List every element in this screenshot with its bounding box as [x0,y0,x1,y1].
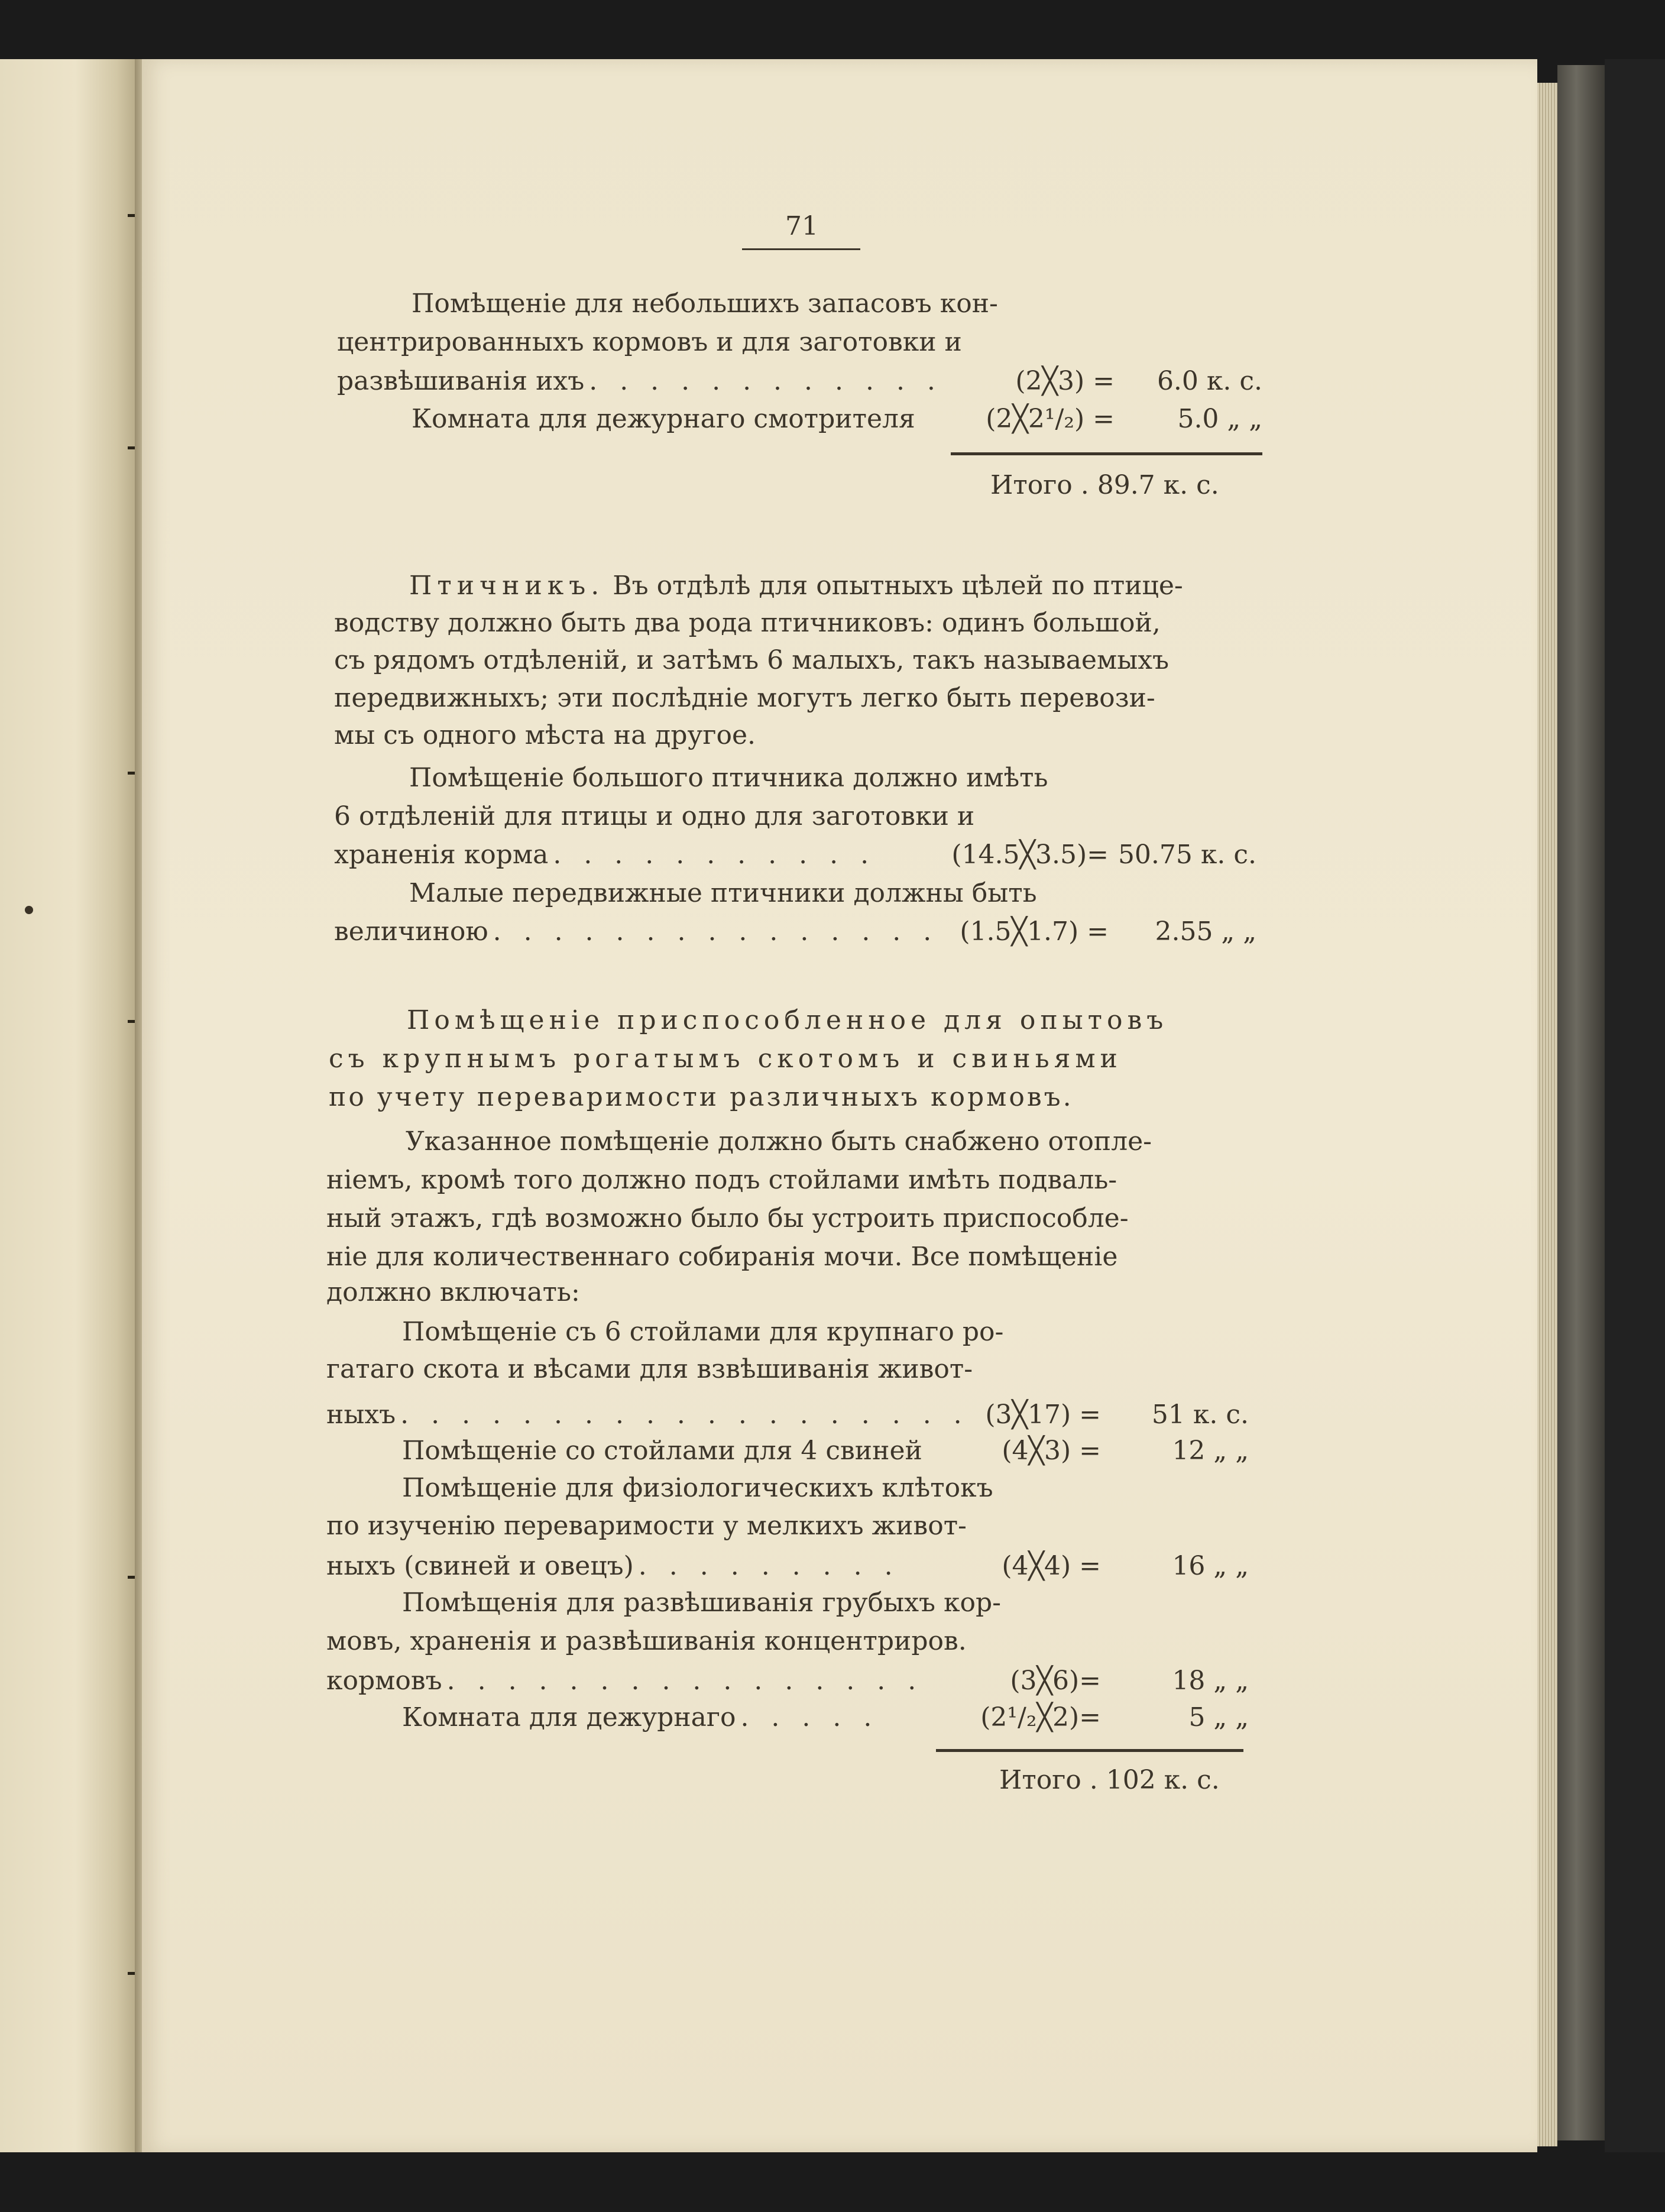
text-span: Въ отдѣлѣ для опытныхъ цѣлей по птице- [613,571,1183,601]
ledger-calc: (3╳17) = [985,1400,1101,1430]
ledger-amount: 51 к. с. [1151,1400,1249,1430]
text-line: Помѣщеніе для небольшихъ запасовъ кон- [412,289,998,319]
text-line: ніемъ, кромѣ того должно подъ стойлами имѣть подваль- [326,1165,1117,1195]
ledger-row [334,914,1256,950]
leader-dots: . . . . . . . . . [638,1551,900,1581]
text-line: Указанное помѣщеніе должно быть снабжено отопле- [406,1126,1152,1157]
ledger-row [402,1699,1249,1736]
text-line: должно включать: [326,1277,580,1307]
text-line: ніе для количественнаго собиранія мочи. Все помѣщеніе [326,1242,1118,1272]
leader-dots: . . . . . . . . . . . . [589,366,942,396]
leader-dots: . . . . . . . . . . . . . . . [493,916,939,947]
text-line: по изученію переваримости у мелкихъ живот- [326,1511,967,1541]
ledger-amount: 50.75 к. с. [1117,840,1256,870]
ledger-calc: (4╳4) = [1002,1551,1101,1581]
book-cover-edge [1557,65,1605,2140]
section-heading-inline [409,568,1183,604]
ledger-row [326,1548,1249,1585]
leader-dots: . . . . . . . . . . . . . . . . . . . [400,1400,969,1430]
ledger-label: ныхъ [326,1400,396,1430]
ledger-calc: (1.5╳1.7) = [960,916,1109,947]
ledger-amount: 18 „ „ [1172,1666,1249,1696]
leader-dots: . . . . . [740,1702,879,1732]
text-line: Малые передвижные птичники должны быть [409,878,1037,908]
ledger-amount: 16 „ „ [1172,1551,1249,1581]
leader-dots: . . . . . . . . . . . [553,840,876,870]
ledger-calc: (2╳2¹/₂) = [986,404,1115,434]
left-page-edge [0,59,137,2152]
ledger-row [337,363,1262,400]
ledger-calc: (14.5╳3.5)= [951,840,1109,870]
text-line: Помѣщеніе съ 6 стойлами для крупнаго ро- [402,1317,1004,1347]
text-line: ный этажъ, гдѣ возможно было бы устроить приспособле- [326,1203,1129,1233]
text-line: мовъ, храненія и развѣшиванія концентриров. [326,1626,967,1656]
leader-dots [915,401,981,438]
ledger-amount: 2.55 „ „ [1155,916,1256,947]
section-heading: съ крупнымъ рогатымъ скотомъ и свиньями [329,1044,1122,1074]
text-line: гатаго скота и вѣсами для взвѣшиванія живот- [326,1354,973,1384]
ledger-label: храненія корма [334,840,549,870]
ledger-label: Помѣщеніе со стойлами для 4 свиней [402,1436,922,1466]
ledger-amount: 5 „ „ [1188,1702,1249,1732]
ledger-calc: (2╳3) = [1015,366,1115,396]
total-rule [951,452,1262,455]
text-line: Помѣщенія для развѣшиванія грубыхъ кор- [402,1588,1002,1618]
ledger-row [326,1397,1249,1433]
leader-dots [922,1433,997,1469]
ledger-row [412,401,1262,438]
ledger-label: величиною [334,916,488,947]
ledger-label: развѣшиванія ихъ [337,366,585,396]
leader-dots: . . . . . . . . . . . . . . . . [446,1666,924,1696]
ledger-calc: (3╳6)= [1010,1666,1101,1696]
ledger-label: Комната для дежурнаго [402,1702,736,1732]
ledger-amount: 12 „ „ [1172,1436,1249,1466]
ledger-row [402,1433,1249,1469]
ledger-label: кормовъ [326,1666,442,1696]
ledger-amount: 6.0 к. с. [1157,366,1262,396]
ink-spot [25,906,33,914]
ledger-amount: 5.0 „ „ [1177,404,1262,434]
ledger-row [334,837,1256,873]
text-line: мы съ одного мѣста на другое. [334,720,756,750]
background [1605,59,1665,2152]
ledger-label: ныхъ (свиней и овецъ) [326,1551,634,1581]
ledger-calc: (2¹/₂╳2)= [980,1702,1101,1732]
text-line: центрированныхъ кормовъ и для заготовки и [337,327,962,357]
total-rule [936,1749,1243,1752]
ledger-calc: (4╳3) = [1002,1436,1101,1466]
section-heading: Помѣщеніе приспособленное для опытовъ [407,1005,1168,1035]
text-line: 6 отдѣленій для птицы и одно для заготовки и [334,801,975,831]
ledger-label: Комната для дежурнаго смотрителя [412,404,915,434]
text-line: водству должно быть два рода птичниковъ: одинъ большой, [334,608,1161,638]
total-line: Итого . 102 к. с. [999,1765,1220,1795]
page-number-rule [742,248,860,250]
text-line: Помѣщеніе большого птичника должно имѣть [409,763,1048,793]
page-number: 71 [785,211,818,241]
heading-word: Птичникъ. [409,571,605,601]
text-line: Помѣщеніе для физіологическихъ клѣтокъ [402,1473,993,1503]
text-line: съ рядомъ отдѣленій, и затѣмъ 6 малыхъ, такъ называемыхъ [334,645,1170,675]
section-heading: по учету переваримости различныхъ кормовъ. [329,1082,1074,1112]
text-line: передвижныхъ; эти послѣдніе могутъ легко быть перевози- [334,683,1155,713]
ledger-row [326,1663,1249,1699]
page-stack-edge [1537,83,1557,2146]
total-line: Итого . 89.7 к. с. [990,470,1219,500]
